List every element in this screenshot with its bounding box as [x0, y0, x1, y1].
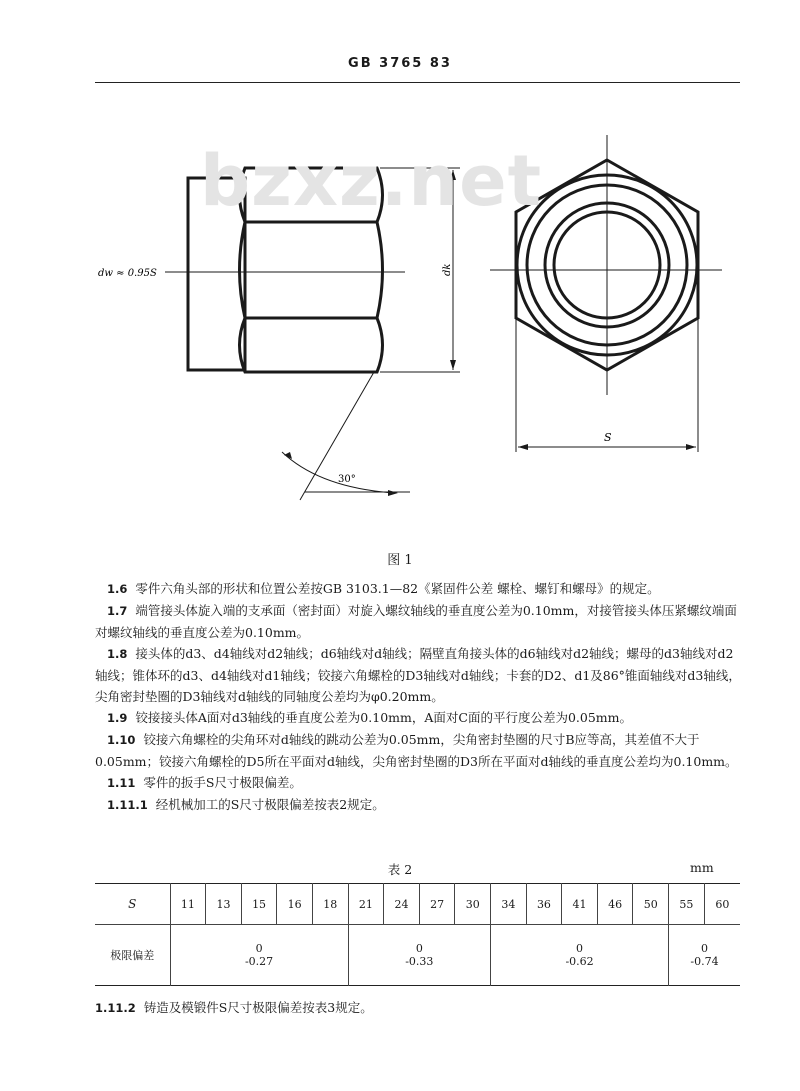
clause-1-11-1 [95, 794, 745, 816]
clause-text: 零件的扳手S尺寸极限偏差。 [143, 775, 302, 790]
clause-number: 1.11 [107, 776, 136, 790]
clauses-section [95, 578, 745, 816]
s-value: 27 [419, 884, 455, 925]
s-value: 60 [704, 884, 740, 925]
s-arrow-right [686, 444, 696, 450]
clause-number: 1.10 [107, 733, 136, 747]
deviation-cell [491, 925, 669, 986]
deviation-lower: -0.33 [405, 955, 434, 968]
s-value: 55 [669, 884, 705, 925]
s-value: 11 [170, 884, 206, 925]
table-2 [95, 883, 740, 986]
clause-1-6 [95, 578, 745, 600]
table-2-unit: mm [690, 860, 714, 875]
clause-text: 铸造及模锻件S尺寸极限偏差按表3规定。 [143, 1000, 373, 1015]
s-value: 50 [633, 884, 669, 925]
clause-1-11-2 [95, 998, 373, 1016]
clause-number: 1.6 [107, 582, 128, 596]
s-value: 30 [455, 884, 491, 925]
s-value: 36 [526, 884, 562, 925]
s-value: 18 [312, 884, 348, 925]
s-value: 16 [277, 884, 313, 925]
clause-number: 1.9 [107, 711, 128, 725]
clause-number: 1.11.2 [95, 1001, 136, 1015]
figure-caption: 图 1 [387, 553, 413, 568]
clause-number: 1.8 [107, 647, 128, 661]
deviation-lower: -0.27 [244, 955, 274, 968]
deviation-lower: -0.62 [565, 955, 594, 968]
s-value: 15 [241, 884, 277, 925]
table-row-s [95, 884, 740, 925]
s-label: S [604, 431, 612, 444]
clause-1-11 [95, 772, 745, 794]
dk-label: dk [442, 263, 453, 276]
deviation-cell [669, 925, 740, 986]
angle-arrow-2 [388, 490, 398, 496]
s-value: 46 [597, 884, 633, 925]
clause-text: 接头体的d3、d4轴线对d2轴线；d6轴线对d轴线；隔壁直角接头体的d6轴线对d2轴线；螺母的d3轴线对d2轴线；锥体环的d3、d4轴线对d1轴线；铰接六角螺栓的D3轴线对d轴线；卡套的D2、d1及86°锥面轴线对d3轴线，尖角密封垫圈的D3轴线对d轴线的同轴度公差均为φ0.20mm。 [95, 646, 741, 704]
clause-1-7 [95, 600, 745, 643]
clause-number: 1.7 [107, 604, 128, 618]
angle-arc [282, 452, 395, 493]
s-value: 41 [562, 884, 598, 925]
clause-text: 铰接六角螺栓的尖角环对d轴线的跳动公差为0.05mm，尖角密封垫圈的尺寸B应等高，其差值不大于0.05mm；铰接六角螺栓的D5所在平面对d轴线，尖角密封垫圈的D3所在平面对d轴线的垂直度公差均为0.10mm。 [95, 732, 738, 769]
clause-text: 零件六角头部的形状和位置公差按GB 3103.1—82《紧固件公差 螺栓、螺钉和螺母》的规定。 [135, 581, 660, 596]
deviation-upper: 0 [255, 942, 263, 955]
clause-number: 1.11.1 [107, 798, 148, 812]
clause-text: 经机械加工的S尺寸极限偏差按表2规定。 [155, 797, 385, 812]
s-arrow-left [518, 444, 528, 450]
s-value: 34 [491, 884, 527, 925]
dk-arrow-bottom [450, 360, 456, 370]
deviation-lower: -0.74 [690, 955, 719, 968]
dw-label: dw ≈ 0.95S [98, 268, 157, 279]
clause-text: 铰接接头体A面对d3轴线的垂直度公差为0.10mm，A面对C面的平行度公差为0.05mm。 [135, 710, 632, 725]
angle-leg-1 [300, 372, 374, 500]
s-value: 21 [348, 884, 384, 925]
s-value: 24 [384, 884, 420, 925]
clause-text: 端管接头体旋入端的支承面（密封面）对旋入螺纹轴线的垂直度公差为0.10mm，对接管接头体压紧螺纹端面对螺纹轴线的垂直度公差为0.10mm。 [95, 603, 737, 640]
row-header-deviation: 极限偏差 [95, 925, 170, 986]
angle-arrow-1 [284, 452, 292, 459]
deviation-cell [170, 925, 348, 986]
table-row-deviation [95, 925, 740, 986]
deviation-upper: 0 [415, 942, 423, 955]
deviation-upper: 0 [576, 942, 584, 955]
watermark: bzxz.net [200, 140, 543, 222]
s-value: 13 [206, 884, 242, 925]
table-2-title: 表 2 [387, 862, 413, 877]
clause-1-9 [95, 707, 745, 729]
deviation-cell [348, 925, 490, 986]
row-header-s: S [95, 884, 170, 925]
angle-label: 30° [338, 474, 356, 485]
header-rule [95, 82, 740, 83]
clause-1-10 [95, 729, 745, 772]
standard-header: GB 3765 83 [348, 56, 452, 71]
deviation-upper: 0 [701, 942, 709, 955]
clause-1-8 [95, 643, 745, 707]
